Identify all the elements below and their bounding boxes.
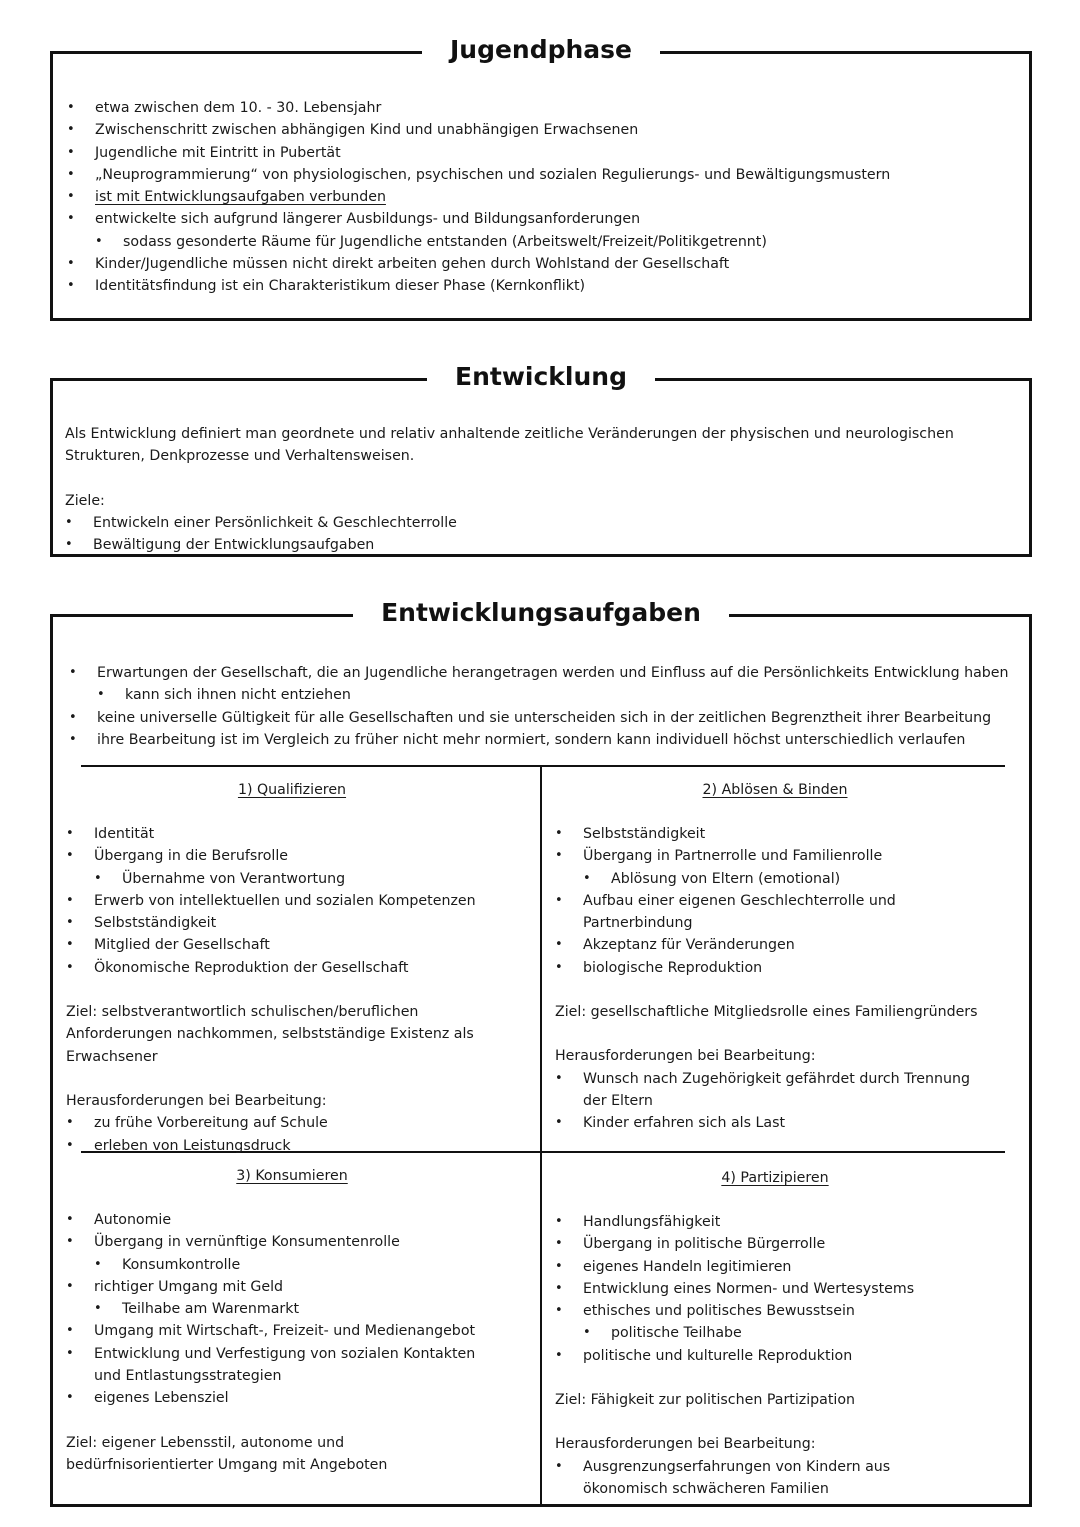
q4-challenges-list <box>555 1456 995 1501</box>
quadrant-qualifizieren <box>66 779 528 1157</box>
list-item: • Selbstständigkeit <box>66 912 528 934</box>
list-item: • Zwischenschritt zwischen abhängigen Kind und unabhängigen Erwachsenen <box>67 119 1019 141</box>
list-item: • zu frühe Vorbereitung auf Schule <box>66 1112 528 1134</box>
list-item: • Jugendliche mit Eintritt in Pubertät <box>67 142 1019 164</box>
list-subitem: • sodass gesonderte Räume für Jugendliche entstanden (Arbeitswelt/Freizeit/Politikgetrennt) <box>67 231 1019 253</box>
spacer <box>66 1068 528 1090</box>
list-item: • Kinder erfahren sich als Last <box>555 1112 995 1134</box>
list-item: • etwa zwischen dem 10. - 30. Lebensjahr <box>67 97 1019 119</box>
entwicklung-content <box>65 423 999 556</box>
quadrant-title: 3) Konsumieren <box>236 1168 348 1184</box>
jugendphase-box <box>50 35 1032 321</box>
list-item: • Entwicklung eines Normen- und Wertesystems <box>555 1278 995 1300</box>
entwicklung-definition: Als Entwicklung definiert man geordnete und relativ anhaltende zeitliche Veränderungen der physischen und neurologischen Strukturen, Denkprozesse und Verhaltensweisen. <box>65 426 954 465</box>
list-item: • erleben von Leistungsdruck <box>66 1135 528 1157</box>
quadrant-partizipieren <box>555 1167 995 1500</box>
q3-goal: Ziel: eigener Lebensstil, autonome und bedürfnisorientierter Umgang mit Angeboten <box>66 1434 388 1473</box>
entwicklungsaufgaben-box <box>50 598 1032 1507</box>
list-item: • ethisches und politisches Bewusstsein <box>555 1300 995 1322</box>
list-item: • Identitätsfindung ist ein Charakteristikum dieser Phase (Kernkonflikt) <box>67 275 1019 297</box>
spacer <box>555 1367 995 1389</box>
list-item: • „Neuprogrammierung“ von physiologischen, psychischen und sozialen Regulierungs- und Bewältigungsmustern <box>67 164 1019 186</box>
list-subitem: • Teilhabe am Warenmarkt <box>66 1298 528 1320</box>
list-item: • Übergang in die Berufsrolle <box>66 845 528 867</box>
list-item: • richtiger Umgang mit Geld <box>66 1276 528 1298</box>
list-item: • Erwartungen der Gesellschaft, die an Jugendliche herangetragen werden und Einfluss auf die Persönlichkeits Entwicklung haben <box>69 662 1009 684</box>
list-item: • Handlungsfähigkeit <box>555 1211 995 1233</box>
entwicklung-goals-label: Ziele: <box>65 492 105 509</box>
q3-list <box>66 1209 528 1410</box>
list-item: • Identität <box>66 823 528 845</box>
q4-goal: Ziel: Fähigkeit zur politischen Partizipation <box>555 1392 856 1409</box>
quadrant-konsumieren <box>66 1165 528 1476</box>
q2-challenges-label: Herausforderungen bei Bearbeitung: <box>555 1048 816 1065</box>
list-item: • Ökonomische Reproduktion der Gesellschaft <box>66 957 528 979</box>
q1-goal: Ziel: selbstverantwortlich schulischen/beruflichen Anforderungen nachkommen, selbstständige Existenz als Erwachsener <box>66 1004 474 1065</box>
aufgaben-title-wrap <box>53 593 1029 633</box>
list-subitem: • Ablösung von Eltern (emotional) <box>555 868 995 890</box>
quadrant-title: 1) Qualifizieren <box>237 782 347 798</box>
list-item: • eigenes Lebensziel <box>66 1387 528 1409</box>
q4-challenges-label: Herausforderungen bei Bearbeitung: <box>555 1436 816 1453</box>
q1-list <box>66 823 528 979</box>
aufgaben-title: Entwicklungsaufgaben <box>353 593 729 633</box>
list-item: • Umgang mit Wirtschaft-, Freizeit- und Medienangebot <box>66 1320 528 1342</box>
list-item: • Autonomie <box>66 1209 528 1231</box>
spacer <box>555 801 995 823</box>
aufgaben-intro-list <box>69 662 1009 751</box>
list-item: • Übergang in politische Bürgerrolle <box>555 1233 995 1255</box>
spacer <box>555 1189 995 1211</box>
list-item: • Erwerb von intellektuellen und sozialen Kompetenzen <box>66 890 528 912</box>
quadrant-abloesen-binden <box>555 779 995 1135</box>
spacer <box>66 801 528 823</box>
list-item: • Übergang in vernünftige Konsumentenrolle <box>66 1231 528 1253</box>
q1-challenges-label: Herausforderungen bei Bearbeitung: <box>66 1092 327 1109</box>
quadrant-title: 4) Partizipieren <box>721 1170 829 1186</box>
spacer <box>555 1023 995 1045</box>
spacer <box>66 1187 528 1209</box>
q2-goal: Ziel: gesellschaftliche Mitgliedsrolle eines Familiengründers <box>555 1004 978 1021</box>
quadrant-title: 2) Ablösen & Binden <box>702 782 848 798</box>
list-subitem: • Konsumkontrolle <box>66 1254 528 1276</box>
list-item: • Akzeptanz für Veränderungen <box>555 934 995 956</box>
list-subitem: • kann sich ihnen nicht entziehen <box>69 684 1009 706</box>
q2-challenges-list <box>555 1068 995 1135</box>
entwicklung-box <box>50 362 1032 557</box>
list-item: • entwickelte sich aufgrund längerer Ausbildungs- und Bildungsanforderungen <box>67 208 1019 230</box>
jugendphase-list <box>67 97 1019 298</box>
entwicklung-goals-list <box>65 512 999 557</box>
entwicklung-title: Entwicklung <box>427 357 655 397</box>
list-item: • Entwickeln einer Persönlichkeit & Geschlechterrolle <box>65 512 999 534</box>
grid-vertical-line <box>540 766 542 1504</box>
list-item: • Ausgrenzungserfahrungen von Kindern aus ökonomisch schwächeren Familien <box>555 1456 973 1501</box>
spacer <box>555 979 995 1001</box>
grid-top-line <box>81 765 1005 767</box>
list-item: • Wunsch nach Zugehörigkeit gefährdet durch Trennung der Eltern <box>555 1068 973 1113</box>
list-subitem: • politische Teilhabe <box>555 1322 995 1344</box>
spacer <box>65 468 999 490</box>
q1-challenges-list <box>66 1112 528 1157</box>
list-item: • Entwicklung und Verfestigung von sozialen Kontakten und Entlastungsstrategien <box>66 1343 494 1388</box>
spacer <box>555 1411 995 1433</box>
list-item-underlined: • ist mit Entwicklungsaufgaben verbunden <box>67 186 1019 208</box>
spacer <box>66 1410 528 1432</box>
list-item: • ihre Bearbeitung ist im Vergleich zu früher nicht mehr normiert, sondern kann individuell höchst unterschiedlich verlaufen <box>69 729 1009 751</box>
list-item: • Mitglied der Gesellschaft <box>66 934 528 956</box>
q2-list <box>555 823 995 979</box>
list-subitem: • Übernahme von Verantwortung <box>66 868 528 890</box>
list-item: • keine universelle Gültigkeit für alle Gesellschaften und sie unterscheiden sich in der zeitlichen Begrenztheit ihrer Bearbeitung <box>69 707 1009 729</box>
list-item: • Aufbau einer eigenen Geschlechterrolle und Partnerbindung <box>555 890 995 935</box>
list-item: • Bewältigung der Entwicklungsaufgaben <box>65 534 999 556</box>
list-item: • Kinder/Jugendliche müssen nicht direkt arbeiten gehen durch Wohlstand der Gesellschaft <box>67 253 1019 275</box>
jugendphase-title-wrap <box>53 30 1029 70</box>
spacer <box>66 979 528 1001</box>
list-item: • eigenes Handeln legitimieren <box>555 1256 995 1278</box>
entwicklung-title-wrap <box>53 357 1029 397</box>
list-item: • Übergang in Partnerrolle und Familienrolle <box>555 845 995 867</box>
list-item: • biologische Reproduktion <box>555 957 995 979</box>
list-item: • Selbstständigkeit <box>555 823 995 845</box>
jugendphase-title: Jugendphase <box>422 30 660 70</box>
q4-list <box>555 1211 995 1367</box>
list-item: • politische und kulturelle Reproduktion <box>555 1345 995 1367</box>
